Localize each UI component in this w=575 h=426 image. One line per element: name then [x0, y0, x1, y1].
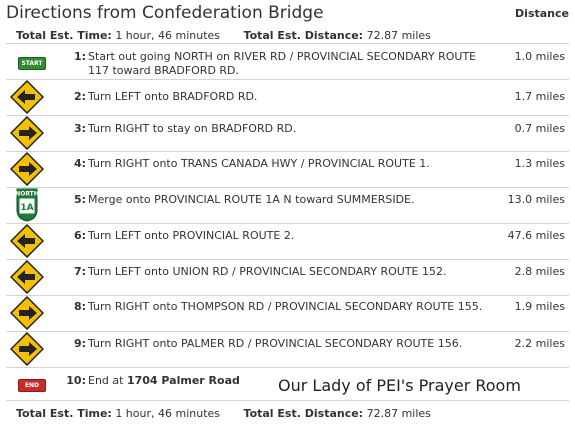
step-number: 2:	[73, 90, 86, 103]
step-row	[6, 116, 569, 152]
step-number: 6:	[73, 229, 86, 242]
step-row	[6, 152, 569, 188]
step-instruction: Turn LEFT onto BRADFORD RD.	[88, 90, 258, 103]
time-label: Total Est. Time:	[16, 29, 112, 42]
page-title: Directions from Confederation Bridge	[6, 3, 324, 23]
step-distance: 1.9 miles	[514, 300, 565, 313]
step-distance: 1.3 miles	[514, 157, 565, 170]
step-row	[6, 260, 569, 296]
step-row	[6, 80, 569, 116]
distance-label: Total Est. Distance:	[243, 407, 364, 420]
route-shield-icon	[10, 188, 44, 222]
step-number: 4:	[73, 157, 86, 170]
step-instruction: Start out going NORTH on RIVER RD / PROVINCIAL SECONDARY ROUTE 117 toward BRADFORD RD.	[88, 50, 477, 77]
start-icon: START	[18, 57, 46, 70]
step-number: 8:	[73, 300, 86, 313]
step-instruction: Turn RIGHT onto THOMPSON RD / PROVINCIAL SECONDARY ROUTE 155.	[88, 300, 483, 313]
time-label: Total Est. Time:	[16, 407, 112, 420]
turn-left-sign-icon	[10, 260, 44, 294]
step-number: 9:	[73, 337, 86, 350]
distance-value: 72.87 miles	[366, 29, 431, 42]
step-row	[6, 188, 569, 224]
step-row	[6, 296, 569, 332]
step-instruction: Turn RIGHT onto PALMER RD / PROVINCIAL SECONDARY ROUTE 156.	[88, 337, 463, 350]
end-icon: END	[18, 379, 46, 392]
turn-left-sign-icon	[10, 224, 44, 258]
turn-right-sign-icon	[10, 332, 44, 366]
destination-annotation: Our Lady of PEI's Prayer Room	[278, 376, 521, 395]
step-distance: 1.0 miles	[514, 50, 565, 63]
step-distance: 2.2 miles	[514, 337, 565, 350]
bottom-summary	[16, 407, 431, 420]
step-row	[6, 332, 569, 368]
time-value: 1 hour, 46 minutes	[115, 407, 221, 420]
step-number: 5:	[73, 193, 86, 206]
step-instruction: Turn LEFT onto PROVINCIAL ROUTE 2.	[88, 229, 295, 242]
distance-column-header: Distance	[515, 7, 569, 20]
time-value: 1 hour, 46 minutes	[115, 29, 221, 42]
step-distance: 13.0 miles	[507, 193, 565, 206]
step-row	[6, 224, 569, 260]
step-row	[6, 46, 569, 80]
step-number: 7:	[73, 265, 86, 278]
step-distance: 0.7 miles	[514, 122, 565, 135]
turn-right-sign-icon	[10, 296, 44, 330]
step-instruction: Merge onto PROVINCIAL ROUTE 1A N toward SUMMERSIDE.	[88, 193, 415, 206]
step-instruction: Turn RIGHT onto TRANS CANADA HWY / PROVINCIAL ROUTE 1.	[88, 157, 430, 170]
step-distance: 2.8 miles	[514, 265, 565, 278]
shield-route-number: 1A	[20, 203, 34, 213]
turn-right-sign-icon	[10, 152, 44, 186]
top-summary	[16, 29, 431, 42]
distance-value: 72.87 miles	[366, 407, 431, 420]
turn-left-sign-icon	[10, 80, 44, 114]
step-number: 10:	[66, 374, 86, 387]
step-instruction: Turn LEFT onto UNION RD / PROVINCIAL SECONDARY ROUTE 152.	[88, 265, 447, 278]
end-prefix: End at	[88, 374, 124, 387]
step-distance: 47.6 miles	[507, 229, 565, 242]
turn-right-sign-icon	[10, 116, 44, 150]
step-instruction: Turn RIGHT to stay on BRADFORD RD.	[88, 122, 297, 135]
divider	[6, 43, 569, 44]
step-number: 3:	[73, 122, 86, 135]
step-number: 1:	[73, 50, 86, 63]
shield-direction: NORTH	[15, 190, 39, 198]
step-distance: 1.7 miles	[514, 90, 565, 103]
destination-address: 1704 Palmer Road	[126, 374, 240, 387]
directions-header	[6, 3, 571, 25]
distance-label: Total Est. Distance:	[243, 29, 364, 42]
